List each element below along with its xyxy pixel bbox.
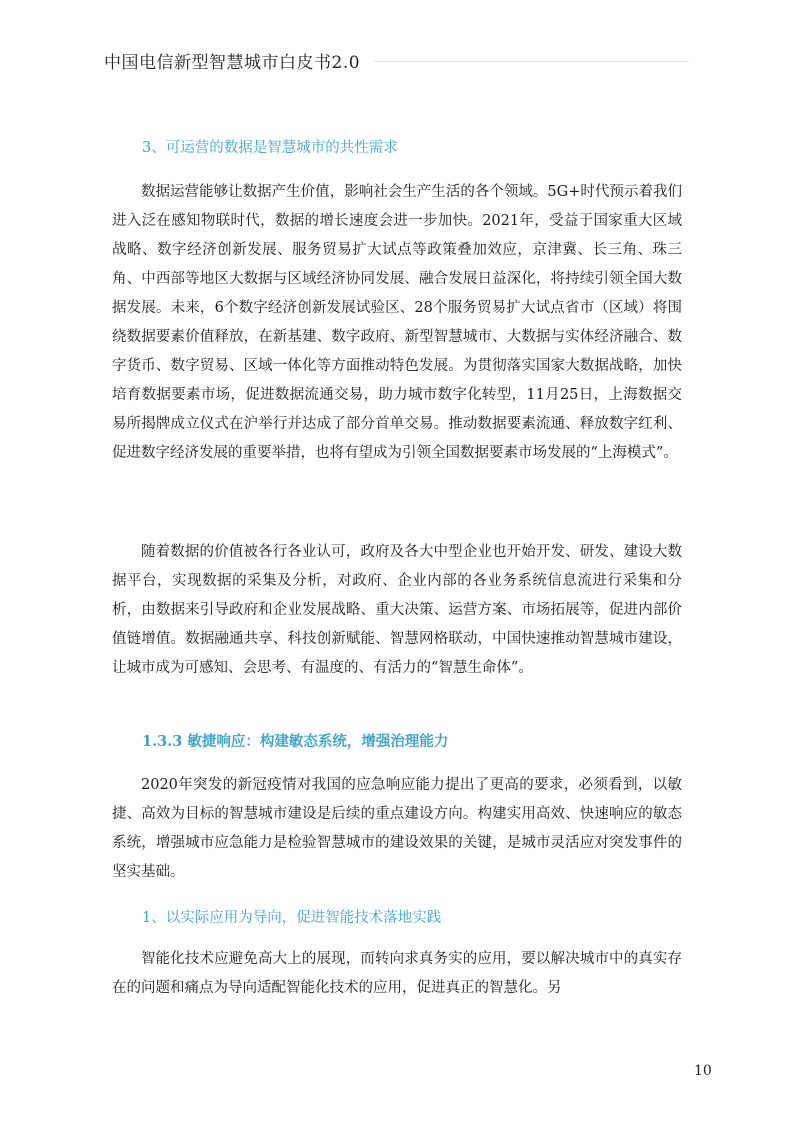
header-rule bbox=[374, 61, 689, 62]
running-header bbox=[104, 48, 689, 73]
document-title: 中国电信新型智慧城市白皮书2.0 bbox=[104, 53, 361, 73]
paragraph-intelligent-tech: 智能化技术应避免高大上的展现，而转向求真务实的应用，要以解决城市中的真实存在的问题和痛点为导向适配智能化技术的应用，促进真正的智慧化。另 bbox=[112, 951, 682, 996]
paragraph-data-operation: 数据运营能够让数据产生价值，影响社会生产生活的各个领域。5G+时代预示着我们进入泛在感知物联时代，数据的增长速度会进一步加快。2021年，受益于国家重大区域战略、数字经济创新发展、服务贸易扩大试点等政策叠加效应，京津冀、长三角、珠三角、中西部等地区大数据与区域经济协同发展、融合发展日益深化，将持续引领全国大数据发展。未来，6个数字经济创新发展试验区、28个服务贸易扩大试点省市（区域）将围绕数据要素价值释放，在新基建、数字政府、新型智慧城市、大数据与实体经济融合、数字货币、数字贸易、区域一体化等方面推动特色发展。为贯彻落实国家大数据战略，加快培育数据要素市场，促进数据流通交易，助力城市数字化转型，11月25日，上海数据交易所揭牌成立仪式在沪举行并达成了部分首单交易。推动数据要素流通、释放数字红利、促进数字经济发展的重要举措，也将有望成为引领全国数据要素市场发展的“上海模式”。 bbox=[112, 184, 682, 461]
page-number: 10 bbox=[694, 1063, 712, 1079]
paragraph-data-value: 随着数据的价值被各行各业认可，政府及各大中型企业也开始开发、研发、建设大数据平台，实现数据的采集及分析，对政府、企业内部的各业务系统信息流进行采集和分析，由数据来引导政府和企业发展战略、重大决策、运营方案、市场拓展等，促进内部价值链增值。数据融通共享、科技创新赋能、智慧网格联动，中国快速推动智慧城市建设，让城市成为可感知、会思考、有温度的、有活力的“智慧生命体”。 bbox=[112, 544, 682, 676]
heading-data-operation: 3、可运营的数据是智慧城市的共性需求 bbox=[142, 140, 398, 156]
paragraph-agile-response: 2020年突发的新冠疫情对我国的应急响应能力提出了更高的要求，必须看到，以敏捷、高效为目标的智慧城市建设是后续的重点建设方向。构建实用高效、快速响应的敏态系统，增强城市应急能力是检验智慧城市的建设效果的关键，是城市灵活应对突发事件的坚实基础。 bbox=[112, 777, 682, 880]
heading-practical-application: 1、以实际应用为导向，促进智能技术落地实践 bbox=[142, 910, 442, 926]
heading-section-1-3-3: 1.3.3 敏捷响应：构建敏态系统，增强治理能力 bbox=[142, 733, 449, 750]
